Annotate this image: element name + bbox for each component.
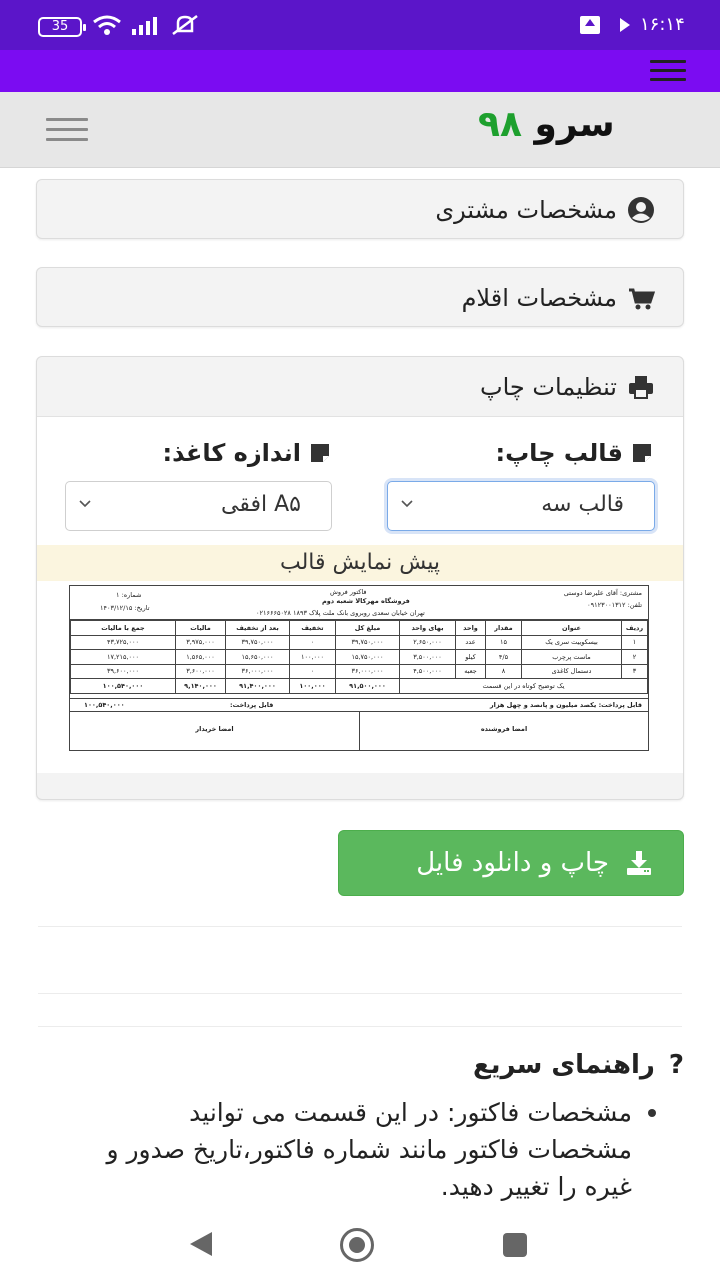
cell: جعبه: [456, 664, 486, 679]
cell: ۰: [290, 635, 336, 650]
cell: ۹۱,۵۰۰,۰۰۰: [336, 679, 400, 694]
sidebar-toggle-icon[interactable]: [46, 118, 88, 142]
paper-label-text: اندازه کاغذ:: [162, 439, 301, 467]
table-row: [71, 635, 648, 650]
col-header: ردیف: [622, 621, 648, 636]
cell: ۳,۹۷۵,۰۰۰: [176, 635, 226, 650]
battery-level: 35: [51, 19, 69, 34]
cell: ۴,۵۰۰,۰۰۰: [400, 664, 456, 679]
cell: ۱۵: [486, 635, 522, 650]
print-download-label: چاپ و دانلود فایل: [416, 848, 609, 878]
cart-icon: [627, 284, 655, 312]
logo-number: ۹۸: [478, 104, 522, 145]
col-header: جمع با مالیات: [71, 621, 176, 636]
invoice-preview: [69, 585, 649, 751]
cell: ۲,۶۵۰,۰۰۰: [400, 635, 456, 650]
top-nav-bar: [0, 50, 720, 92]
customer-panel[interactable]: [36, 179, 684, 239]
printer-icon: [627, 373, 655, 401]
cell: ۳۶,۰۰۰,۰۰۰: [336, 664, 400, 679]
print-settings-panel: [36, 356, 684, 800]
cell: ۱۵,۶۵۰,۰۰۰: [226, 650, 290, 665]
signal-icon: [130, 14, 164, 36]
invoice-signatures: [70, 712, 648, 751]
cell: ماست پرچرب: [522, 650, 622, 665]
cell: ۳,۵۰۰,۰۰۰: [400, 650, 456, 665]
invoice-doc-type: فاکتور فروش: [330, 588, 367, 596]
col-header: مقدار: [486, 621, 522, 636]
download-icon: [625, 849, 653, 877]
items-panel[interactable]: [36, 267, 684, 327]
payable-words: قابل پرداخت: یکصد میلیون و پانصد و چهل هزار: [489, 701, 642, 709]
invoice-payable: [70, 698, 648, 712]
back-icon[interactable]: [190, 1232, 212, 1256]
payable-label: قابل پرداخت:: [230, 701, 274, 709]
quick-guide-list: [80, 1094, 640, 1205]
list-item: مشخصات فاکتور: در این قسمت می توانید مشخصات فاکتور مانند شماره فاکتور،تاریخ صدور و غیره را تغییر دهید.: [80, 1094, 640, 1205]
seller-signature: امضا فروشنده: [359, 712, 648, 751]
paper-icon: [309, 442, 331, 464]
template-preview: [37, 581, 683, 773]
table-row: [71, 650, 648, 665]
col-header: بهای واحد: [400, 621, 456, 636]
paper-size-select[interactable]: [65, 481, 332, 531]
print-panel-title: تنظیمات چاپ: [479, 372, 617, 401]
cell: ۱۰۰,۰۰۰: [290, 679, 336, 694]
cell: ۳: [622, 664, 648, 679]
quick-guide-title-text: راهنمای سریع: [473, 1050, 655, 1080]
cell: ۱۵,۷۵۰,۰۰۰: [336, 650, 400, 665]
cell: عدد: [456, 635, 486, 650]
items-panel-title: مشخصات اقلام: [461, 284, 617, 312]
col-header: تخفیف: [290, 621, 336, 636]
chevron-down-icon: [78, 496, 92, 510]
question-icon: ?: [668, 1050, 684, 1080]
template-label-text: قالب چاپ:: [495, 439, 623, 467]
cell: ۱,۵۶۵,۰۰۰: [176, 650, 226, 665]
invoice-date: تاریخ: ۱۴۰۳/۱۲/۱۵: [100, 604, 150, 612]
cell: ۳۹,۷۵۰,۰۰۰: [226, 635, 290, 650]
cell: ۸: [486, 664, 522, 679]
payable-amount: ۱۰۰,۵۴۰,۰۰۰: [84, 701, 125, 709]
cell: ۱۷,۲۱۵,۰۰۰: [71, 650, 176, 665]
template-preview-label: پیش نمایش قالب: [37, 545, 683, 581]
cell: ۴/۵: [486, 650, 522, 665]
cell: ۰: [290, 664, 336, 679]
invoice-number: شماره: ۱: [116, 591, 142, 599]
divider: [38, 926, 682, 927]
print-download-button[interactable]: [338, 830, 684, 896]
upload-icon: [580, 16, 600, 34]
col-header: مبلغ کل: [336, 621, 400, 636]
system-nav-bar: [0, 1212, 720, 1280]
buyer-signature: امضا خریدار: [195, 725, 234, 733]
table-row: [71, 664, 648, 679]
col-header: مالیات: [176, 621, 226, 636]
recent-apps-icon[interactable]: [503, 1233, 527, 1257]
cell: ۳۹,۷۵۰,۰۰۰: [336, 635, 400, 650]
template-icon: [631, 442, 653, 464]
cell: ۱۰۰,۰۰۰: [290, 650, 336, 665]
invoice-table: [70, 620, 648, 694]
invoice-header: [70, 586, 648, 620]
status-bar: [0, 0, 720, 50]
template-select-value: قالب سه: [541, 492, 624, 517]
col-header: بعد از تخفیف: [226, 621, 290, 636]
paper-select-value: A۵ افقی: [221, 492, 301, 517]
cell: ۹,۱۴۰,۰۰۰: [176, 679, 226, 694]
cell: کیلو: [456, 650, 486, 665]
menu-icon[interactable]: [650, 60, 686, 82]
divider: [38, 1026, 682, 1027]
invoice-store: فروشگاه مهرکالا شعبه دوم: [322, 597, 410, 605]
battery-icon: [38, 17, 82, 37]
customer-panel-title: مشخصات مشتری: [435, 196, 617, 224]
invoice-customer: مشتری: آقای علیرضا دوستی: [563, 589, 642, 597]
totals-row: [71, 679, 648, 694]
home-icon[interactable]: [340, 1228, 374, 1262]
user-circle-icon: [627, 196, 655, 224]
col-header: واحد: [456, 621, 486, 636]
cell: بیسکوییت سری یک: [522, 635, 622, 650]
mute-icon: [170, 14, 200, 36]
cell: ۱: [622, 635, 648, 650]
cell: ۳۹,۶۰۰,۰۰۰: [71, 664, 176, 679]
cell: ۳۶,۰۰۰,۰۰۰: [226, 664, 290, 679]
chevron-down-icon: [400, 496, 414, 510]
play-icon: [620, 18, 630, 32]
invoice-phone: تلفن: ۰۹۱۲۳۰۰۱۳۱۲: [587, 601, 642, 609]
wifi-icon: [92, 14, 122, 36]
divider: [38, 993, 682, 994]
invoice-table-header: [71, 621, 648, 636]
quick-guide-title: [473, 1050, 684, 1080]
app-header: [0, 92, 720, 168]
template-select[interactable]: [387, 481, 655, 531]
print-panel-body: [37, 417, 683, 773]
items-panel-header[interactable]: [37, 268, 683, 328]
cell: ۴۳,۷۲۵,۰۰۰: [71, 635, 176, 650]
print-panel-header[interactable]: [37, 357, 683, 417]
cell: ۱۰۰,۵۴۰,۰۰۰: [71, 679, 176, 694]
customer-panel-header[interactable]: [37, 180, 683, 240]
invoice-address: تهران خیابان سعدی روبروی بانک ملت پلاک ۱۸۹۳ ۰۲۱۶۶۶۵۰۲۸: [256, 609, 425, 617]
cell: دستمال کاغذی: [522, 664, 622, 679]
logo-word: سرو: [534, 104, 615, 145]
status-time: ۱۶:۱۴: [640, 14, 685, 35]
logo[interactable]: [478, 104, 615, 145]
paper-size-label: [163, 439, 332, 467]
invoice-note: یک توضیح کوتاه در این قسمت: [400, 679, 648, 694]
col-header: عنوان: [522, 621, 622, 636]
cell: ۹۱,۴۰۰,۰۰۰: [226, 679, 290, 694]
template-label: [495, 439, 653, 467]
cell: ۳,۶۰۰,۰۰۰: [176, 664, 226, 679]
cell: ۲: [622, 650, 648, 665]
